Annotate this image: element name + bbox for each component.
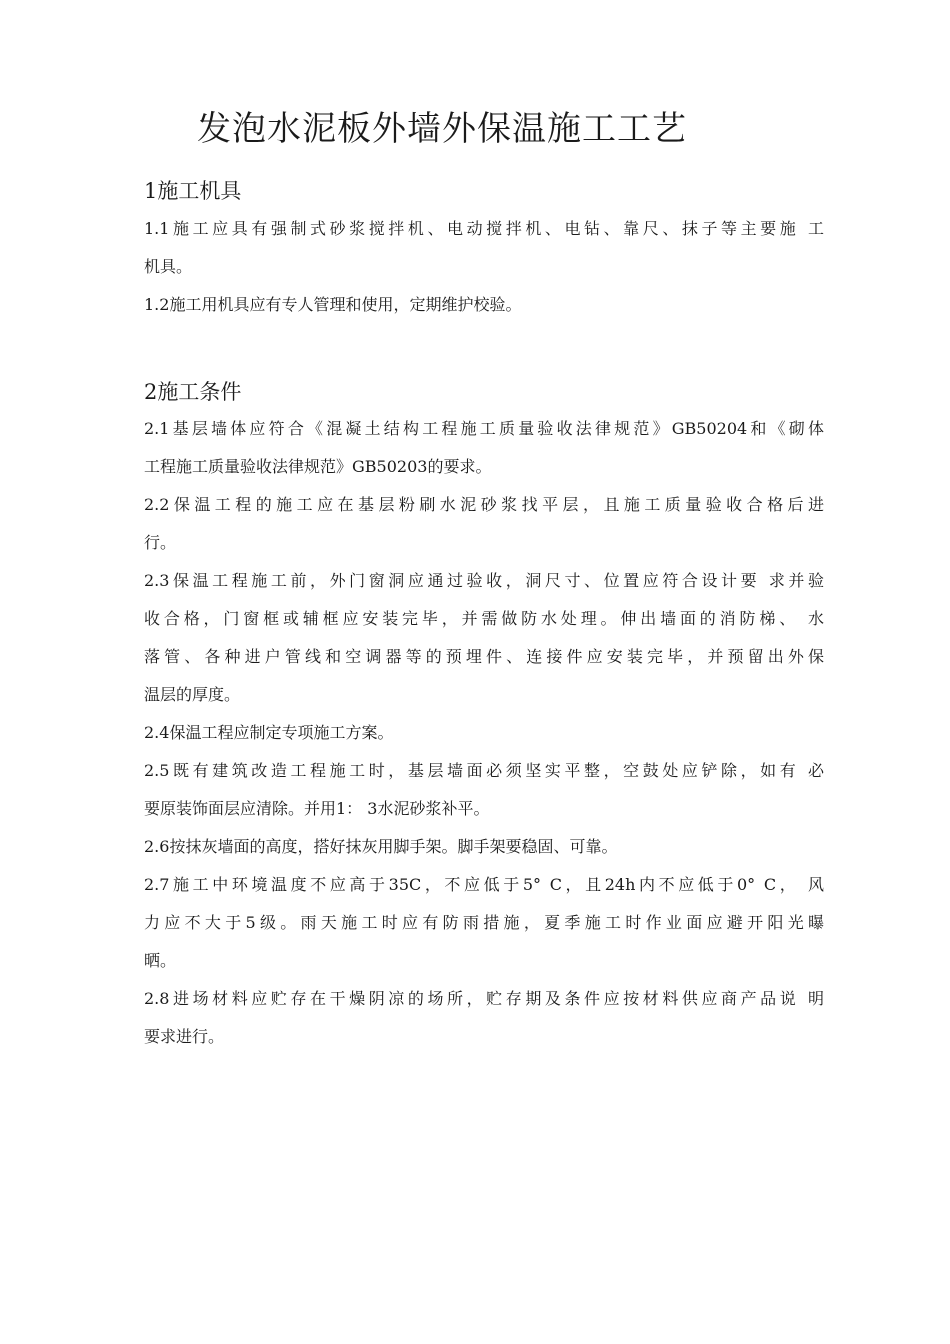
paragraph-line: 2.4保温工程应制定专项施工方案。 <box>144 723 394 742</box>
paragraph-line: 2.6按抹灰墙面的高度，搭好抹灰用脚手架。脚手架要稳固、可靠。 <box>144 837 618 856</box>
paragraph-line: 2.3保温工程施工前，外门窗洞应通过验收，洞尺寸、位置应符合设计要 求并验 <box>144 571 824 590</box>
paragraph-line: 要求进行。 <box>144 1027 225 1046</box>
paragraph-line: 2.2保温工程的施工应在基层粉刷水泥砂浆找平层，且施工质量验收合格后进 <box>144 495 824 514</box>
paragraph-line: 晒。 <box>144 951 177 970</box>
section-heading-1: 1施工机具 <box>144 179 242 203</box>
paragraph-line: 2.7施工中环境温度不应高于35C，不应低于5° C，且24h内不应低于0° C， 风 <box>144 875 824 894</box>
paragraph-line: 2.8进场材料应贮存在干燥阴凉的场所，贮存期及条件应按材料供应商产品说 明 <box>144 989 824 1008</box>
paragraph-line: 行。 <box>144 533 177 552</box>
paragraph-line: 机具。 <box>144 257 193 276</box>
paragraph-line: 2.1基层墙体应符合《混凝土结构工程施工质量验收法律规范》GB50204和《砌体 <box>144 419 824 438</box>
paragraph-line: 1.1施工应具有强制式砂浆搅拌机、电动搅拌机、电钻、靠尺、抹子等主要施 工 <box>144 219 824 238</box>
section-heading-2: 2施工条件 <box>144 380 242 404</box>
paragraph-line: 收合格，门窗框或辅框应安装完毕，并需做防水处理。伸出墙面的消防梯、 水 <box>144 609 824 628</box>
paragraph-line: 力应不大于5级。雨天施工时应有防雨措施，夏季施工时作业面应避开阳光曝 <box>144 913 824 932</box>
paragraph-line: 2.5既有建筑改造工程施工时，基层墙面必须坚实平整，空鼓处应铲除，如有 必 <box>144 761 824 780</box>
paragraph-line: 工程施工质量验收法律规范》GB50203的要求。 <box>144 457 492 476</box>
paragraph-line: 1.2施工用机具应有专人管理和使用，定期维护校验。 <box>144 295 522 314</box>
document-title: 发泡水泥板外墙外保温施工工艺 <box>197 109 687 149</box>
paragraph-line: 温层的厚度。 <box>144 685 241 704</box>
paragraph-line: 落管、各种进户管线和空调器等的预埋件、连接件应安装完毕，并预留出外保 <box>144 647 824 666</box>
paragraph-line: 要原装饰面层应清除。并用1： 3水泥砂浆补平。 <box>144 799 490 818</box>
